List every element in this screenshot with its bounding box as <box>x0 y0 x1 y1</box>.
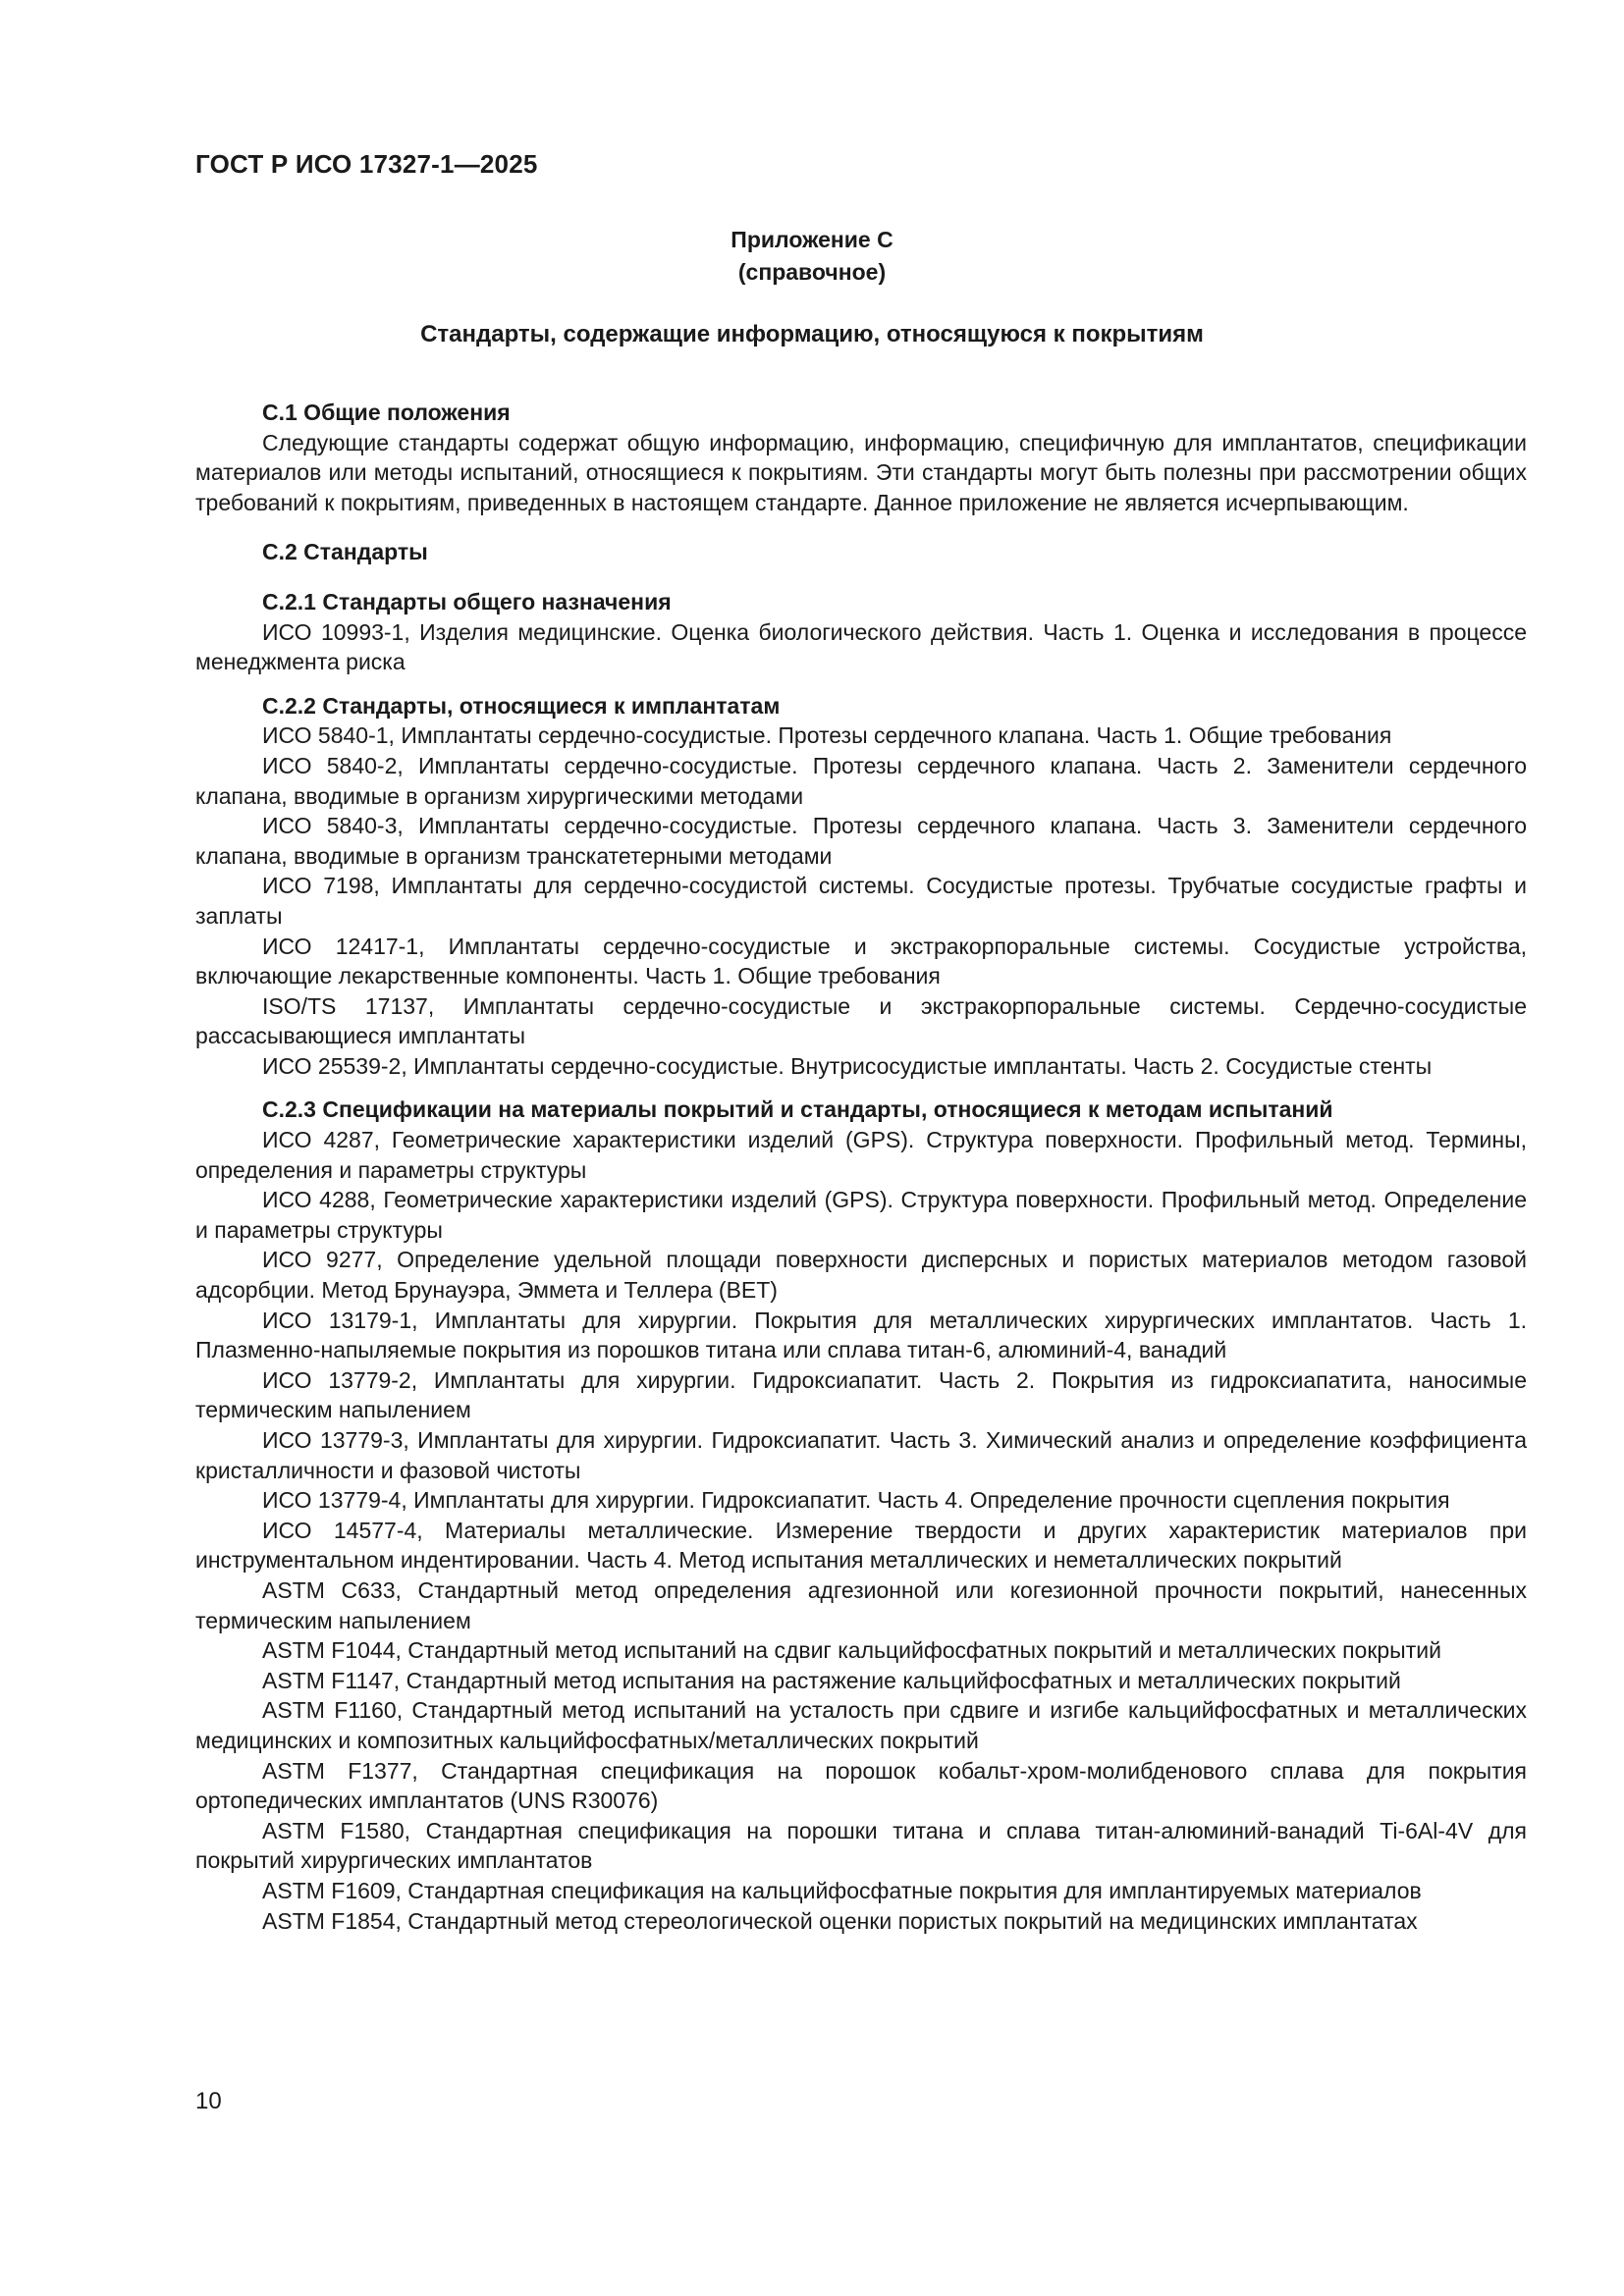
section-c21-heading: С.2.1 Стандарты общего назначения <box>262 588 672 614</box>
section-c1-text: Следующие стандарты содержат общую информацию, информацию, специфичную для имплантатов, спецификации материалов или методы испытаний, относящиеся к покрытиям. Эти стандарты могут быть полезны при рассмотрении общих требований к покрытиям, приведенных в настоящем стандарте. Данное приложение не является исчерпывающим. <box>195 429 1527 515</box>
list-item: ASTM F1377, Стандартная спецификация на порошок кобальт-хром-молибденового сплава для покрытия ортопедических имплантатов (UNS R30076) <box>195 1757 1527 1814</box>
list-item: ASTM F1854, Стандартный метод стереологической оценки пористых покрытий на медицинских имплантатах <box>262 1907 1418 1934</box>
list-item: ASTM C633, Стандартный метод определения адгезионной или когезионной прочности покрытий, нанесенных термическим напылением <box>195 1576 1527 1633</box>
list-item: ASTM F1147, Стандартный метод испытания на растяжение кальцийфосфатных и металлических покрытий <box>262 1667 1401 1693</box>
list-item: ИСО 13179-1, Имплантаты для хирургии. Покрытия для металлических хирургических имплантатов. Часть 1. Плазменно-напыляемые покрытия из порошков титана или сплава титан-6, алюминий-4, ванадий <box>195 1307 1527 1363</box>
section-c1-heading: С.1 Общие положения <box>262 400 511 425</box>
section-c2-heading: С.2 Стандарты <box>262 539 428 565</box>
list-item: ASTM F1160, Стандартный метод испытаний на усталость при сдвиге и изгибе кальцийфосфатных и металлических медицинских и композитных кальцийфосфатных/металлических покрытий <box>195 1697 1527 1753</box>
list-item: ИСО 13779-2, Имплантаты для хирургии. Гидроксиапатит. Часть 2. Покрытия из гидроксиапатита, наносимые термическим напылением <box>195 1366 1527 1423</box>
document-body <box>195 398 1527 1936</box>
document-header: ГОСТ Р ИСО 17327-1—2025 <box>195 149 538 179</box>
list-item: ИСО 25539-2, Имплантаты сердечно-сосудистые. Внутрисосудистые имплантаты. Часть 2. Сосудистые стенты <box>262 1052 1433 1079</box>
annex-title: Стандарты, содержащие информацию, относящуюся к покрытиям <box>420 321 1204 347</box>
list-item: ИСО 10993-1, Изделия медицинские. Оценка биологического действия. Часть 1. Оценка и исследования в процессе менеджмента риска <box>195 618 1527 675</box>
list-item: ИСО 14577-4, Материалы металлические. Измерение твердости и других характеристик материалов при инструментальном индентировании. Часть 4. Метод испытания металлических и неметаллических покрытий <box>195 1517 1527 1574</box>
list-item: ИСО 5840-3, Имплантаты сердечно-сосудистые. Протезы сердечного клапана. Часть 3. Заменители сердечного клапана, вводимые в организм транскатетерными методами <box>195 813 1527 869</box>
section-c22-heading: С.2.2 Стандарты, относящиеся к имплантатам <box>262 692 781 719</box>
annex-label-block <box>0 224 1624 289</box>
list-item: ИСО 5840-2, Имплантаты сердечно-сосудистые. Протезы сердечного клапана. Часть 2. Заменители сердечного клапана, вводимые в организм хирургическими методами <box>195 752 1527 809</box>
list-item: ASTM F1580, Стандартная спецификация на порошки титана и сплава титан-алюминий-ванадий Ti-6Al-4V для покрытий хирургических имплантатов <box>195 1817 1527 1874</box>
list-item: ASTM F1609, Стандартная спецификация на кальцийфосфатные покрытия для имплантируемых материалов <box>262 1877 1422 1903</box>
annex-type: (справочное) <box>737 259 887 285</box>
list-item: ИСО 13779-4, Имплантаты для хирургии. Гидроксиапатит. Часть 4. Определение прочности сцепления покрытия <box>262 1487 1450 1514</box>
list-item: ИСО 4288, Геометрические характеристики изделий (GPS). Структура поверхности. Профильный метод. Определение и параметры структуры <box>195 1187 1527 1243</box>
section-c23-heading: С.2.3 Спецификации на материалы покрытий и стандарты, относящиеся к методам испытаний <box>262 1096 1333 1123</box>
list-item: ИСО 7198, Имплантаты для сердечно-сосудистой системы. Сосудистые протезы. Трубчатые сосудистые графты и заплаты <box>195 873 1527 929</box>
list-item: ASTM F1044, Стандартный метод испытаний на сдвиг кальцийфосфатных покрытий и металлических покрытий <box>262 1637 1441 1664</box>
list-item: ISO/TS 17137, Имплантаты сердечно-сосудистые и экстракорпоральные системы. Сердечно-сосудистые рассасывающиеся имплантаты <box>195 992 1527 1049</box>
list-item: ИСО 13779-3, Имплантаты для хирургии. Гидроксиапатит. Часть 3. Химический анализ и определение коэффициента кристалличности и фазовой чистоты <box>195 1427 1527 1483</box>
list-item: ИСО 5840-1, Имплантаты сердечно-сосудистые. Протезы сердечного клапана. Часть 1. Общие требования <box>262 722 1392 749</box>
list-item: ИСО 12417-1, Имплантаты сердечно-сосудистые и экстракорпоральные системы. Сосудистые устройства, включающие лекарственные компоненты. Часть 1. Общие требования <box>195 933 1527 989</box>
annex-label: Приложение С <box>731 227 893 252</box>
list-item: ИСО 9277, Определение удельной площади поверхности дисперсных и пористых материалов методом газовой адсорбции. Метод Брунауэра, Эммета и Теллера (BET) <box>195 1247 1527 1304</box>
page-number: 10 <box>195 2088 222 2114</box>
list-item: ИСО 4287, Геометрические характеристики изделий (GPS). Структура поверхности. Профильный метод. Термины, определения и параметры структуры <box>195 1127 1527 1183</box>
